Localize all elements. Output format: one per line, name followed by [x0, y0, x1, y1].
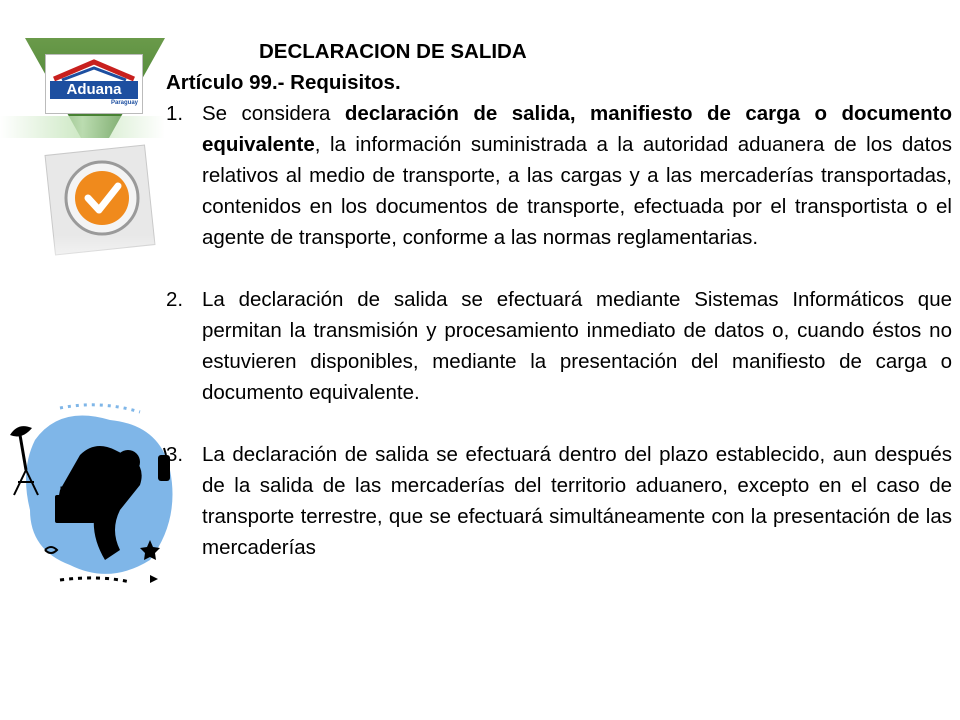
- business-communication-clipart: [0, 400, 185, 590]
- certification-badge-icon: [44, 140, 164, 280]
- item-number: 3.: [166, 443, 184, 466]
- item-bold-text: declaración de salida, manifiesto de carga o documento equivalente: [202, 102, 952, 156]
- logo-brand-text: Aduana: [50, 81, 138, 99]
- list-item: [166, 439, 952, 563]
- logo-fade-band: [0, 116, 165, 138]
- item-number: 1.: [166, 102, 184, 125]
- item-number: 2.: [166, 288, 184, 311]
- article-heading: Artículo 99.- Requisitos.: [166, 71, 401, 94]
- document-body: [166, 36, 952, 563]
- list-item: [166, 98, 952, 253]
- house-roof-icon: [52, 59, 136, 81]
- document-title: DECLARACION DE SALIDA: [259, 40, 527, 63]
- logo-box: [45, 54, 143, 114]
- item-text: La declaración de salida se efectuará dentro del plazo establecido, aun después de la salida de las mercaderías del territorio aduanero, excepto en el caso de transporte terrestre, que se efectuará simultáneamente con la presentación de las mercaderías: [202, 443, 952, 559]
- aduana-logo: [0, 38, 165, 138]
- item-text: Se considera declaración de salida, manifiesto de carga o documento equivalente, la información suministrada a la autoridad aduanera de los datos relativos al medio de transporte, a las cargas y a las mercaderías transportadas, contenidos en los documentos de transporte, efectuada por el transportista o el agente de transporte, conforme a las normas reglamentarias.: [202, 102, 952, 249]
- list-item: [166, 284, 952, 408]
- logo-country-text: Paraguay: [110, 100, 138, 106]
- item-text: La declaración de salida se efectuará mediante Sistemas Informáticos que permitan la transmisión y procesamiento inmediato de datos o, cuando éstos no estuvieren disponibles, mediante la presentación del manifiesto de carga o documento equivalente.: [202, 288, 952, 404]
